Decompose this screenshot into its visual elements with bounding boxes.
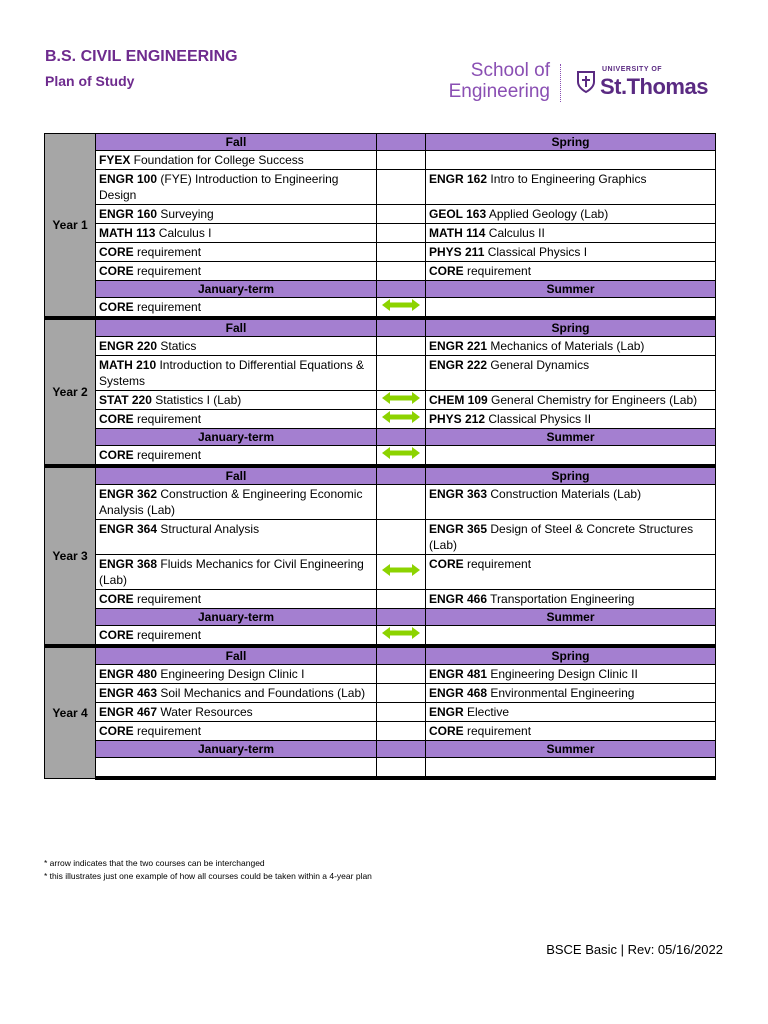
course-row bbox=[45, 356, 716, 391]
course-code: CORE bbox=[99, 628, 134, 642]
course-code: CORE bbox=[99, 245, 134, 259]
course-title: requirement bbox=[133, 412, 202, 426]
interchange-cell bbox=[377, 758, 426, 779]
course-code: ENGR 480 bbox=[99, 667, 158, 681]
course-row bbox=[45, 170, 716, 205]
course-code: CORE bbox=[429, 557, 464, 571]
course-title: requirement bbox=[133, 300, 202, 314]
course-title: requirement bbox=[463, 557, 532, 571]
interchange-cell bbox=[377, 170, 426, 205]
term-header-fall: Fall bbox=[96, 134, 377, 151]
course-code: CORE bbox=[99, 448, 134, 462]
logo-divider bbox=[560, 64, 561, 102]
course-code: MATH 113 bbox=[99, 226, 156, 240]
course-title: Engineering Design Clinic II bbox=[487, 667, 638, 681]
course-title: Surveying bbox=[157, 207, 214, 221]
term-header-summer: Summer bbox=[426, 741, 716, 758]
course-title: Construction Materials (Lab) bbox=[487, 487, 642, 501]
interchange-arrow-icon bbox=[381, 410, 421, 424]
spring-course bbox=[426, 555, 716, 590]
term-header-january: January-term bbox=[96, 281, 377, 298]
spring-course bbox=[426, 170, 716, 205]
summer-course bbox=[426, 298, 716, 319]
interchange-cell bbox=[377, 243, 426, 262]
course-title: Applied Geology (Lab) bbox=[486, 207, 609, 221]
arrow-column-header bbox=[377, 134, 426, 151]
course-code: CORE bbox=[99, 724, 134, 738]
fall-course bbox=[96, 356, 377, 391]
document-title: B.S. CIVIL ENGINEERING bbox=[45, 48, 238, 65]
logo-school-text: School of Engineering bbox=[448, 60, 550, 102]
course-code: CORE bbox=[99, 264, 134, 278]
fall-course bbox=[96, 722, 377, 741]
course-code: ENGR 467 bbox=[99, 705, 158, 719]
course-row bbox=[45, 665, 716, 684]
course-code: ENGR bbox=[429, 705, 464, 719]
course-code: CORE bbox=[429, 724, 464, 738]
course-title: requirement bbox=[133, 724, 202, 738]
course-code: ENGR 220 bbox=[99, 339, 158, 353]
interchange-cell bbox=[377, 391, 426, 410]
fall-course bbox=[96, 520, 377, 555]
spring-course bbox=[426, 151, 716, 170]
term-header-summer: Summer bbox=[426, 609, 716, 626]
course-title: Mechanics of Materials (Lab) bbox=[487, 339, 645, 353]
interchange-cell bbox=[377, 485, 426, 520]
course-row bbox=[45, 590, 716, 609]
course-title: Transportation Engineering bbox=[487, 592, 635, 606]
course-title: Calculus I bbox=[155, 226, 212, 240]
jterm-course bbox=[96, 298, 377, 319]
course-row bbox=[45, 262, 716, 281]
arrow-column-header bbox=[377, 466, 426, 485]
footnote-example: * this illustrates just one example of how all courses could be taken within a 4-year plan bbox=[44, 871, 372, 881]
arrow-column-header bbox=[377, 429, 426, 446]
year-label: Year 4 bbox=[45, 646, 96, 778]
revision-label: BSCE Basic | Rev: 05/16/2022 bbox=[546, 942, 723, 957]
shield-icon bbox=[576, 70, 596, 94]
fall-course bbox=[96, 703, 377, 722]
course-row bbox=[45, 520, 716, 555]
term-header-fall: Fall bbox=[96, 466, 377, 485]
course-code: CHEM 109 bbox=[429, 393, 488, 407]
interchange-cell bbox=[377, 555, 426, 590]
term-header-spring: Spring bbox=[426, 318, 716, 337]
jterm-row bbox=[45, 446, 716, 467]
fall-course bbox=[96, 410, 377, 429]
interchange-cell bbox=[377, 298, 426, 319]
course-row bbox=[45, 243, 716, 262]
spring-course bbox=[426, 205, 716, 224]
course-row bbox=[45, 410, 716, 429]
arrow-column-header bbox=[377, 646, 426, 665]
course-title: General Chemistry for Engineers (Lab) bbox=[487, 393, 698, 407]
course-code: ENGR 100 bbox=[99, 172, 158, 186]
year-label: Year 1 bbox=[45, 134, 96, 319]
course-title: Statistics I (Lab) bbox=[151, 393, 242, 407]
jterm-row bbox=[45, 626, 716, 647]
course-row bbox=[45, 205, 716, 224]
jterm-row bbox=[45, 758, 716, 779]
course-code: PHYS 212 bbox=[429, 412, 486, 426]
course-code: CORE bbox=[429, 264, 464, 278]
interchange-arrow-icon bbox=[381, 391, 421, 405]
course-title: requirement bbox=[133, 448, 202, 462]
term-header-summer: Summer bbox=[426, 429, 716, 446]
course-code: ENGR 481 bbox=[429, 667, 488, 681]
course-title: Environmental Engineering bbox=[487, 686, 635, 700]
term-header-spring: Spring bbox=[426, 134, 716, 151]
course-row bbox=[45, 684, 716, 703]
term-header-spring: Spring bbox=[426, 646, 716, 665]
interchange-cell bbox=[377, 703, 426, 722]
school-logo bbox=[442, 60, 712, 106]
spring-course bbox=[426, 684, 716, 703]
document-subtitle: Plan of Study bbox=[45, 73, 135, 89]
interchange-cell bbox=[377, 410, 426, 429]
interchange-cell bbox=[377, 684, 426, 703]
fall-course bbox=[96, 170, 377, 205]
course-row bbox=[45, 391, 716, 410]
term-header-january: January-term bbox=[96, 609, 377, 626]
fall-course bbox=[96, 485, 377, 520]
course-code: ENGR 466 bbox=[429, 592, 488, 606]
year-label: Year 2 bbox=[45, 318, 96, 466]
interchange-cell bbox=[377, 590, 426, 609]
interchange-cell bbox=[377, 262, 426, 281]
term-header-fall: Fall bbox=[96, 646, 377, 665]
fall-course bbox=[96, 337, 377, 356]
course-code: ENGR 368 bbox=[99, 557, 158, 571]
interchange-arrow-icon bbox=[381, 446, 421, 460]
spring-course bbox=[426, 262, 716, 281]
course-row bbox=[45, 555, 716, 590]
course-code: ENGR 363 bbox=[429, 487, 488, 501]
arrow-column-header bbox=[377, 281, 426, 298]
course-code: ENGR 221 bbox=[429, 339, 488, 353]
plan-of-study-table bbox=[44, 133, 716, 780]
jterm-course bbox=[96, 626, 377, 647]
logo-st-thomas: St.Thomas bbox=[600, 74, 708, 99]
term-header-spring: Spring bbox=[426, 466, 716, 485]
course-row bbox=[45, 485, 716, 520]
interchange-arrow-icon bbox=[381, 563, 421, 577]
interchange-cell bbox=[377, 446, 426, 467]
course-code: ENGR 364 bbox=[99, 522, 158, 536]
term-header-fall: Fall bbox=[96, 318, 377, 337]
course-title: requirement bbox=[133, 628, 202, 642]
fall-course bbox=[96, 665, 377, 684]
course-row bbox=[45, 337, 716, 356]
arrow-column-header bbox=[377, 609, 426, 626]
spring-course bbox=[426, 722, 716, 741]
fall-course bbox=[96, 151, 377, 170]
spring-course bbox=[426, 485, 716, 520]
course-title: (FYE) Introduction to Engineering Design bbox=[99, 172, 339, 202]
course-code: ENGR 468 bbox=[429, 686, 488, 700]
fall-course bbox=[96, 391, 377, 410]
course-code: ENGR 162 bbox=[429, 172, 488, 186]
course-row bbox=[45, 224, 716, 243]
course-code: CORE bbox=[99, 592, 134, 606]
interchange-cell bbox=[377, 337, 426, 356]
course-title: Water Resources bbox=[157, 705, 253, 719]
course-title: Statics bbox=[157, 339, 197, 353]
course-code: STAT 220 bbox=[99, 393, 152, 407]
course-code: CORE bbox=[99, 300, 134, 314]
fall-course bbox=[96, 684, 377, 703]
course-title: Classical Physics I bbox=[484, 245, 588, 259]
course-title: Classical Physics II bbox=[485, 412, 592, 426]
course-code: MATH 210 bbox=[99, 358, 157, 372]
course-title: Soil Mechanics and Foundations (Lab) bbox=[157, 686, 366, 700]
interchange-cell bbox=[377, 205, 426, 224]
fall-course bbox=[96, 243, 377, 262]
spring-course bbox=[426, 590, 716, 609]
course-code: ENGR 365 bbox=[429, 522, 488, 536]
course-code: PHYS 211 bbox=[429, 245, 485, 259]
course-title: Intro to Engineering Graphics bbox=[487, 172, 647, 186]
term-header-january: January-term bbox=[96, 741, 377, 758]
interchange-cell bbox=[377, 151, 426, 170]
course-title: Calculus II bbox=[485, 226, 545, 240]
jterm-row bbox=[45, 298, 716, 319]
arrow-column-header bbox=[377, 318, 426, 337]
course-title: Fluids Mechanics for Civil Engineering (Lab) bbox=[99, 557, 364, 587]
fall-course bbox=[96, 555, 377, 590]
course-title: requirement bbox=[133, 592, 202, 606]
course-title: requirement bbox=[463, 724, 532, 738]
footnote-arrow: * arrow indicates that the two courses can be interchanged bbox=[44, 858, 265, 868]
fall-course bbox=[96, 590, 377, 609]
course-code: ENGR 222 bbox=[429, 358, 488, 372]
logo-university-of: UNIVERSITY OF bbox=[602, 66, 663, 73]
spring-course bbox=[426, 410, 716, 429]
summer-course bbox=[426, 446, 716, 467]
term-header-summer: Summer bbox=[426, 281, 716, 298]
course-code: ENGR 160 bbox=[99, 207, 158, 221]
course-title: General Dynamics bbox=[487, 358, 590, 372]
spring-course bbox=[426, 243, 716, 262]
interchange-cell bbox=[377, 224, 426, 243]
arrow-column-header bbox=[377, 741, 426, 758]
interchange-cell bbox=[377, 520, 426, 555]
spring-course bbox=[426, 391, 716, 410]
course-title: Structural Analysis bbox=[157, 522, 260, 536]
course-row bbox=[45, 151, 716, 170]
course-code: GEOL 163 bbox=[429, 207, 487, 221]
course-title: requirement bbox=[133, 264, 202, 278]
jterm-course bbox=[96, 446, 377, 467]
course-title: requirement bbox=[463, 264, 532, 278]
spring-course bbox=[426, 224, 716, 243]
summer-course bbox=[426, 758, 716, 779]
spring-course bbox=[426, 703, 716, 722]
course-title: Introduction to Differential Equations & Systems bbox=[99, 358, 365, 388]
course-title: requirement bbox=[133, 245, 202, 259]
interchange-cell bbox=[377, 626, 426, 647]
course-title: Design of Steel & Concrete Structures (Lab) bbox=[429, 522, 694, 552]
interchange-arrow-icon bbox=[381, 298, 421, 312]
course-code: FYEX bbox=[99, 153, 131, 167]
course-code: CORE bbox=[99, 412, 134, 426]
course-code: MATH 114 bbox=[429, 226, 486, 240]
term-header-january: January-term bbox=[96, 429, 377, 446]
course-title: Elective bbox=[463, 705, 510, 719]
fall-course bbox=[96, 224, 377, 243]
jterm-course bbox=[96, 758, 377, 779]
spring-course bbox=[426, 520, 716, 555]
spring-course bbox=[426, 356, 716, 391]
course-row bbox=[45, 722, 716, 741]
spring-course bbox=[426, 337, 716, 356]
year-label: Year 3 bbox=[45, 466, 96, 646]
fall-course bbox=[96, 205, 377, 224]
course-row bbox=[45, 703, 716, 722]
course-code: ENGR 463 bbox=[99, 686, 158, 700]
fall-course bbox=[96, 262, 377, 281]
interchange-arrow-icon bbox=[381, 626, 421, 640]
spring-course bbox=[426, 665, 716, 684]
interchange-cell bbox=[377, 665, 426, 684]
course-title: Construction & Engineering Economic Analysis (Lab) bbox=[99, 487, 363, 517]
interchange-cell bbox=[377, 722, 426, 741]
interchange-cell bbox=[377, 356, 426, 391]
summer-course bbox=[426, 626, 716, 647]
course-title: Engineering Design Clinic I bbox=[157, 667, 305, 681]
course-code: ENGR 362 bbox=[99, 487, 158, 501]
course-title: Foundation for College Success bbox=[130, 153, 304, 167]
